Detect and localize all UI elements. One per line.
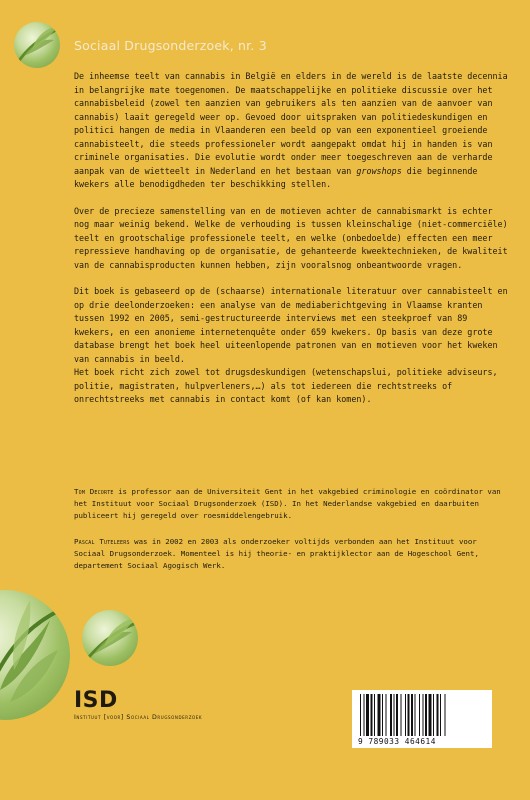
author-name: Pascal Tuteleers (74, 537, 130, 546)
blurb-paragraph-4: Het boek richt zich zowel tot drugsdeskundigen (wetenschapslui, politieke adviseurs, politie, magistraten, hulpverleners,…) als tot iedereen die rechtstreeks of onrechtstreeks met cannabis in contact komt (of kan komen). (74, 367, 498, 404)
leaf-image (82, 610, 138, 666)
isd-logo-subtitle: Instituut [voor] Sociaal Drugsonderzoek (74, 714, 203, 721)
blurb-paragraph-3: Dit boek is gebaseerd op de (schaarse) internationale literatuur over cannabisteelt en op drie deelonderzoeken: een analyse van de mediaberichtgeving in Vlaamse kranten tussen 1992 en 2005, semi-gestructureerde interviews met een steekproef van 89 kwekers, en een anonieme internetenquête onder 659 kwekers. Op basis van deze grote database brengt het boek heel uiteenlopende patronen van en motieven voor het kweken van cannabis in beeld. (74, 286, 508, 364)
blurb (74, 70, 510, 420)
blurb-text: die beginnende kwekers alle benodigdheden ter beschikking stellen. (74, 165, 478, 189)
blurb-text: De inheemse teelt van cannabis in België en elders in de wereld is de laatste decennia in belangrijke mate toegenomen. De maatschappelijke en politieke discussie over het cannabisbeleid (zowel ten aanzien van gebruikers als ten aanzien van de aanvoer van cannabis) laait geregeld weer op. Gevoed door uitspraken van politiedeskundigen en politici hangen de media in Vlaanderen een beeld op van een exponentieel groeiende cannabisteelt, die steeds professioneler wordt aangepakt omdat hij in handen is van criminele organisaties. Die evolutie wordt onder meer toegeschreven aan de verharde aanpak van de wietteelt in Nederland en het bestaan van (74, 71, 508, 176)
author-name: Tom Decorte (74, 487, 114, 496)
barcode-bars (358, 694, 486, 736)
isd-logo-mark: ISD (74, 688, 118, 713)
blurb-paragraph-1 (74, 70, 510, 192)
blurb-paragraph-2: Over de precieze samenstelling van en de motieven achter de cannabismarkt is echter nog maar weinig bekend. Welke de verhouding is tussen kleinschalige (niet-commerciële) teelt en grootschalige professionele teelt, en welke (onbedoelde) effecten een meer repressieve handhaving op de organisatie, de gehanteerde kweektechnieken, de kwaliteit van de cannabisproducten kunnen hebben, zijn vooralsnog onbeantwoorde vragen. (74, 205, 508, 270)
author-bio-text: was in 2002 en 2003 als onderzoeker voltijds verbonden aan het Instituut voor Sociaal Drugsonderzoek. Momenteel is hij theorie- en praktijklector aan de Hogeschool Gent, departement Sociaal Agogisch Werk. (74, 537, 479, 570)
isbn-number: 9 789033 464614 (358, 737, 436, 746)
author-bio-text: is professor aan de Universiteit Gent in het vakgebied criminologie en coördinator van het Instituut voor Sociaal Drugsonderzoek (ISD). In het Nederlandse vakgebied en daarbuiten publiceert hij geregeld over roesmiddelengebruik. (74, 487, 501, 520)
series-title: Sociaal Drugsonderzoek, nr. 3 (74, 38, 267, 53)
cannabis-leaf-photo-left (0, 590, 70, 720)
leaf-image (14, 22, 60, 68)
cannabis-leaf-photo-top (14, 22, 60, 68)
author-bio-decorte (74, 486, 510, 522)
isbn-barcode (352, 690, 492, 748)
author-bio-tuteleers (74, 536, 510, 572)
leaf-image (0, 590, 70, 720)
cannabis-leaf-photo-small (82, 610, 138, 666)
isd-logo (74, 690, 202, 721)
blurb-italic-term: growshops (356, 165, 402, 176)
